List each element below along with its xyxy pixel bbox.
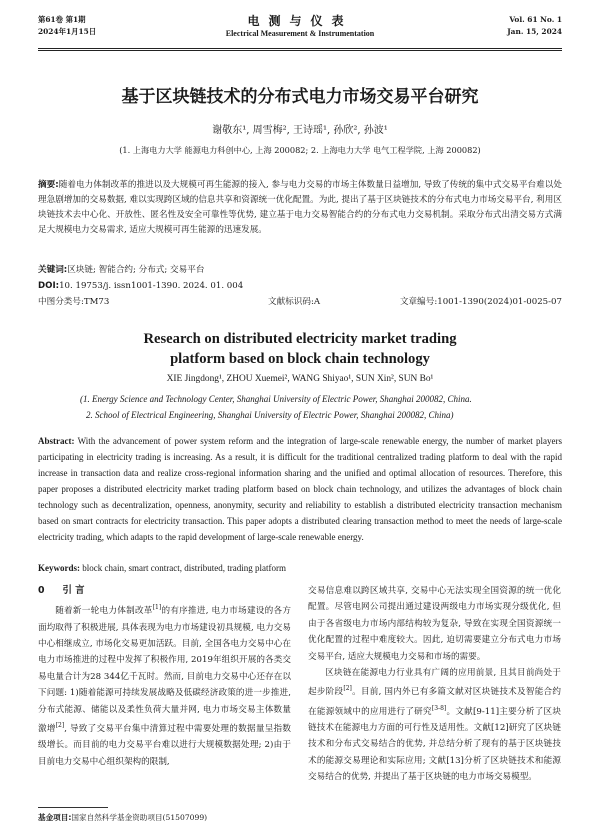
footnote-rule [38,807,108,808]
keywords-cn-label: 关键词: [38,265,68,275]
abstract-en [38,433,562,545]
running-header [38,14,562,50]
keywords-cn [38,263,562,278]
abstract-en-text: With the advancement of power system reform and the integration of large-scale renewable energy, the number of market players participating in electricity trading is increasing. As a result, it is difficult for the traditional centralized trading platform to deal with the rapid increase in transaction data and realize cross-regional information sharing and the unified and optimal allocation of resources. Therefore, this paper proposes a distributed electricity market trading platform based on block chain technology, and utilizes the advantages of block chain technology such as decentralization, openness, anonymity, security and reliability to establish a distributed electricity transaction mechanism based on smart contracts for electricity transaction. This paper adopts a distributed clearing transaction method to meet the needs of large-scale electricity trading, which adapts to the rapid development of large-scale renewable energy. [38,436,562,542]
header-center [38,14,562,40]
header-rule-bottom [38,50,562,51]
intro-paragraph-2 [308,665,561,786]
paper-title-cn: 基于区块链技术的分布式电力市场交易平台研究 [121,87,479,107]
section-number: 0 [38,585,45,596]
text-run: 。文献[9-11]主要分析了区块链技术在能源电力方面的可行性及适用性。文献[12]研究了区块链技术和分布式交易结合的优势, 并总结分析了现有的基于区块链技术的能源交易理论和实际应用; 文献[13]分析了区块链技术和能源交易结合的优势, 并提出了基于区块链的电力市场交易模型。 [308,706,561,783]
header-right [507,14,562,38]
keywords-en [38,563,562,573]
intro-paragraph-1-cont: 交易信息难以跨区域共享, 交易中心无法实现全国资源的统一优化配置。尽管电网公司提出通过建设两级电力市场实现分级优化, 但由于各省级电力市场内部结构较为复杂, 导致在实现全国资源统一优化配置的过程中难度较大。因此, 迫切需要建立分布式电力市场交易平台, 适应大规模电力交易和市场的需要。 [308,586,561,662]
volume-issue: 第61卷 第1期 [38,15,86,24]
funding-footnote [38,812,207,823]
clc-number: 中图分类号:TM73 [38,297,110,307]
body-column-left [38,583,291,770]
section-title: 引 言 [62,585,85,596]
doi-text: 10. 19753/j. issn1001-1390. 2024. 01. 004 [59,281,244,291]
affiliation-en-line1: (1. Energy Science and Technology Center, Shanghai University of Electric Power, Shanghai 200082, China. [80,394,472,404]
affiliation-cn: (1. 上海电力大学 能源电力科创中心, 上海 200082; 2. 上海电力大学 电气工程学院, 上海 200082) [119,145,481,155]
affiliation-en [80,391,540,423]
header-rule-top [38,48,562,49]
keywords-cn-text: 区块链; 智能合约; 分布式; 交易平台 [67,265,205,275]
abstract-cn-text: 随着电力体制改革的推进以及大规模可再生能源的接入, 参与电力交易的市场主体数量日益增加, 导致了传统的集中式交易平台难以处理急剧增加的交易数据, 难以实现跨区域的信息共享和资源统一优化配置。为此, 提出了基于区块链技术的分布式电力市场交易平台, 利用区块链技术去中心化、开放性、匿名性及安全可靠性等优势, 建立基于电力交易智能合约的分布式电力交易机制。采取分布式出清交易方式满足大规模电力交易需求, 适应大规模可再生能源的迅速发展。 [38,180,563,235]
text-run: 随着新一轮电力体制改革 [55,606,153,617]
title-en-line1: Research on distributed electricity market trading [143,331,457,347]
citation: [2] [343,685,352,693]
affiliation-en-line2: 2. School of Electrical Engineering, Shanghai University of Electric Power, Shanghai 200082, China) [86,410,454,420]
journal-name-cn: 电测与仪表 [247,14,353,28]
citation: [3-8] [431,704,447,712]
authors-cn: 谢敬东¹, 周雪梅², 王诗瑶¹, 孙欣², 孙波¹ [212,125,388,136]
text-run: 区块链在能源电力行业具有广阔的应用前景, 且其目前尚处于起步阶段 [308,668,561,698]
classification-line [38,295,562,309]
text-run: , 导致了交易平台集中清算过程中需要处理的数据量呈指数级增长。而目前的电力交易平台难以进行大规模数据处理; 2)由于目前电力交易中心组织架构的限制, [38,723,291,767]
publication-date-cn: 2024年1月15日 [38,27,97,36]
text-run: 的有序推进, 电力市场建设的各方面均取得了积极进展, 具体表现为电力市场建设初具规模, 电力交易中心相继成立, 市场化交易更加活跃。目前, 全国各电力交易中心在电力市场推进的过程中发挥了积极作用, 2019年组织开展的各类交易电量合计为28 344亿千瓦时。然而, 目前电力交易中心还存在以下问题: 1)随着能源可持续发展战略及低碳经济政策的进一步推进, 分布式能源、储能以及柔性负荷大量并网, 电力市场交易主体数量激增 [38,606,291,734]
keywords-en-text: block chain, smart contract, distributed, trading platform [82,563,286,573]
citation: [1] [152,604,162,612]
publication-date-en: Jan. 15, 2024 [507,27,562,36]
footnote-text: 国家自然科学基金资助项目(51507099) [71,813,208,822]
title-en-line2: platform based on block chain technology [170,351,430,367]
abstract-en-label: Abstract: [38,436,75,446]
journal-name-en: Electrical Measurement & Instrumentation [225,29,375,38]
intro-paragraph-1 [38,600,291,770]
keywords-en-label: Keywords: [38,563,80,573]
footnote-label: 基金项目: [38,813,72,822]
doi [38,279,562,294]
volume-en: Vol. 61 No. 1 [509,15,562,24]
doi-label: DOI: [38,281,60,291]
text-run: 。目前, 国内外已有多篇文献对区块链技术及智能合约在能源领域中的应用进行了研究 [308,687,561,717]
citation: [2] [55,722,65,730]
abstract-cn-label: 摘要: [38,180,59,190]
authors-en: XIE Jingdong¹, ZHOU Xuemei², WANG Shiyao¹, SUN Xin², SUN Bo¹ [166,374,434,384]
abstract-cn [38,178,562,238]
article-number: 文章编号:1001-1390(2024)01-0025-07 [399,297,562,307]
body-column-right [308,583,561,786]
section-heading [38,583,291,599]
document-code: 文献标识码:A [268,297,321,307]
paper-title-en [38,329,562,369]
